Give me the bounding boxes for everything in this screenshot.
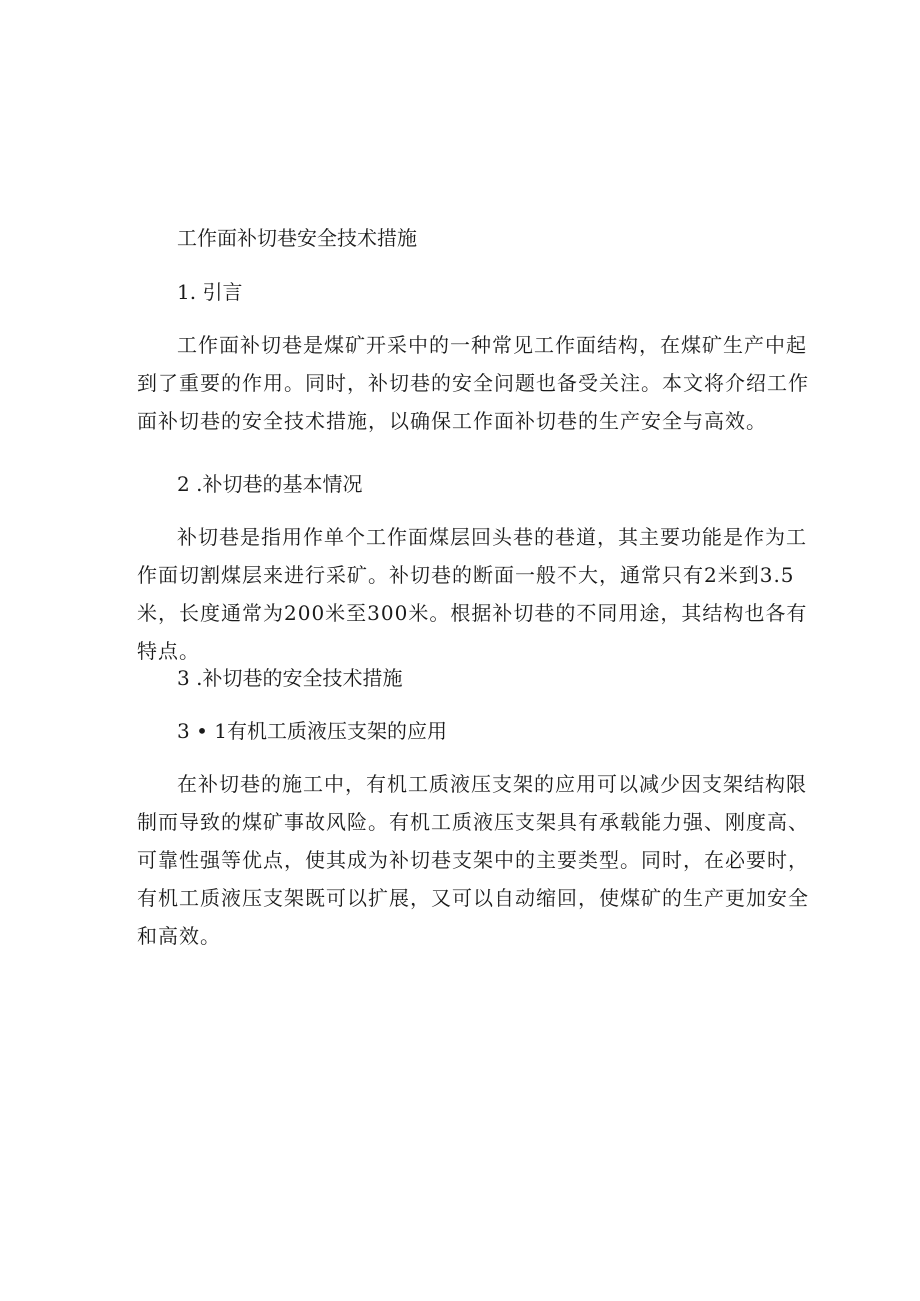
paragraph-intro: 工作面补切巷是煤矿开采中的一种常见工作面结构，在煤矿生产中起到了重要的作用。同时，补切巷的安全问题也备受关注。本文将介绍工作面补切巷的安全技术措施，以确保工作面补切巷的生产安全与高效。 [137, 333, 809, 433]
subsection-heading-hydraulic: 3 • 1有机工质液压支架的应用 [177, 719, 447, 743]
paragraph-basics: 补切巷是指用作单个工作面煤层回头巷的巷道，其主要功能是作为工作面切割煤层来进行采矿。补切巷的断面一般不大，通常只有2米到3.5米，长度通常为200米至300米。根据补切巷的不同用途，其结构也各有特点。 [137, 525, 808, 663]
section-heading-safety: 3 .补切巷的安全技术措施 [177, 666, 403, 690]
paragraph-hydraulic: 在补切巷的施工中，有机工质液压支架的应用可以减少因支架结构限制而导致的煤矿事故风险。有机工质液压支架具有承载能力强、刚度高、可靠性强等优点，使其成为补切巷支架中的主要类型。同时，在必要时，有机工质液压支架既可以扩展，又可以自动缩回，使煤矿的生产更加安全和高效。 [137, 772, 809, 948]
section-heading-intro: 1. 引言 [177, 280, 243, 304]
document-title: 工作面补切巷安全技术措施 [177, 226, 417, 250]
section-heading-basics: 2 .补切巷的基本情况 [177, 472, 363, 496]
